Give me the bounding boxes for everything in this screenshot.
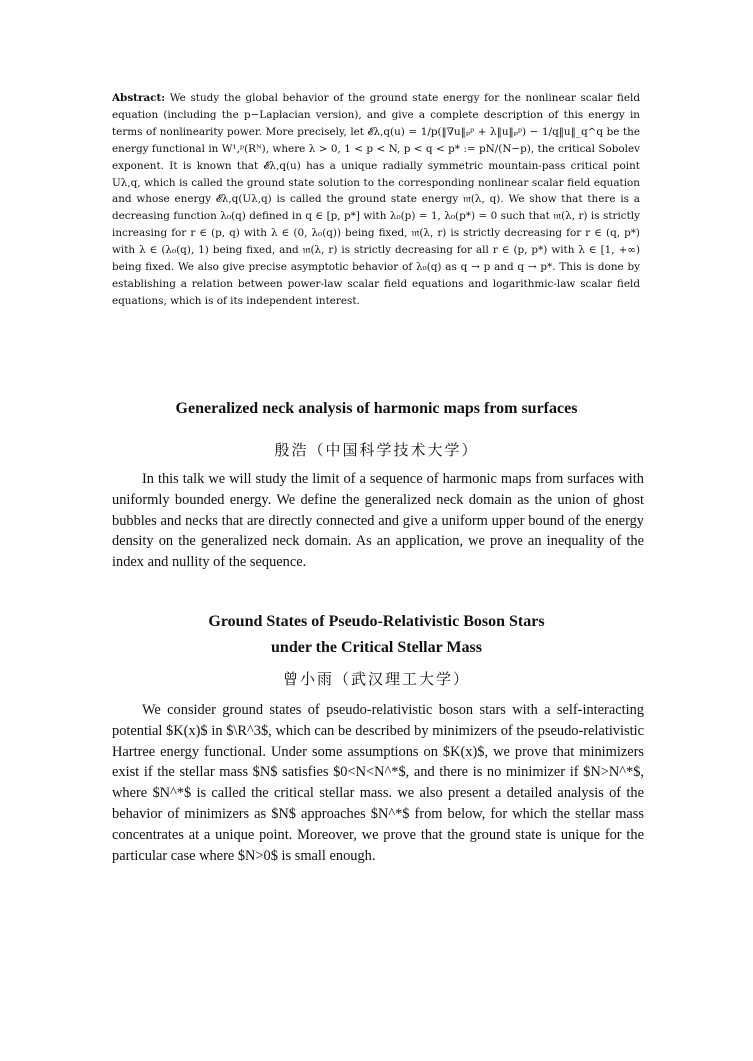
talk2-body: We consider ground states of pseudo-relativistic boson stars with a self-interacting potential $K(x)$ in $\R^3$, which can be described by minimizers of the pseudo-relativistic Hartree energy functional. Under some assumptions on $K(x)$, we prove that minimizers exist if the stellar mass $N$ satisfies $0<N<N^*$, and there is no minimizer if $N>N^*$, where $N^*$ is called the critical stellar mass. we also present a detailed analysis of the behavior of minimizers as $N$ approaches $N^*$ from below, for which the stellar mass concentrates at a unique point. Moreover, we prove that the ground state is unique for the particular case where $N>0$ is small enough.	[112, 702, 644, 864]
talk1-author: 殷浩（中国科学技术大学）	[274, 441, 479, 459]
talk1-abstract	[112, 469, 644, 573]
abstract-label: Abstract:	[112, 92, 166, 104]
talk2-author: 曾小雨（武汉理工大学）	[282, 670, 470, 688]
talk2-title-line1: Ground States of Pseudo-Relativistic Boson Stars	[208, 613, 545, 630]
talk2-title-line2: under the Critical Stellar Mass	[271, 639, 482, 656]
talk2-abstract	[112, 700, 644, 866]
abstract-text: We study the global behavior of the ground state energy for the nonlinear scalar field equation (including the p−Laplacian version), and give a complete description of this energy in terms of nonlinearity power. More precisely, let 𝓔λ,q(u) = 1/p(‖∇u‖ₚᵖ + λ‖u‖ₚᵖ) − 1/q‖u‖_q^q be the energy functional in W¹,ᵖ(Rᴺ), where λ > 0, 1 < p < N, p < q < p* := pN/(N−p), the critical Sobolev exponent. It is known that 𝓔λ,q(u) has a unique radially symmetric mountain-pass critical point Uλ,q, which is called the ground state solution to the corresponding nonlinear scalar field equation and whose energy 𝓔λ,q(Uλ,q) is called the ground state energy 𝔪(λ, q). We show that there is a decreasing function λ₀(q) defined in q ∈ [p, p*] with λ₀(p) = 1, λ₀(p*) = 0 such that 𝔪(λ, r) is strictly increasing for r ∈ (p, q) with λ ∈ (0, λ₀(q)) being fixed, 𝔪(λ, r) is strictly decreasing for r ∈ (q, p*) with λ ∈ (λ₀(q), 1) being fixed, and 𝔪(λ, r) is strictly decreasing for all r ∈ (p, p*) with λ ∈ [1, +∞) being fixed. We also give precise asymptotic behavior of λ₀(q) as q → p and q → p*. This is done by establishing a relation between power-law scalar field equations and logarithmic-law scalar field equations, which is of its independent interest.	[112, 92, 640, 307]
abstract-block	[112, 90, 640, 310]
talk1-body: In this talk we will study the limit of a sequence of harmonic maps from surfaces with uniformly bounded energy. We define the generalized neck domain as the union of ghost bubbles and necks that are directly connected and give a uniform upper bound of the energy density on the generalized neck domain. As an application, we prove an inequality of the index and nullity of the sequence.	[112, 471, 644, 571]
talk1-title: Generalized neck analysis of harmonic maps from surfaces	[175, 400, 578, 417]
